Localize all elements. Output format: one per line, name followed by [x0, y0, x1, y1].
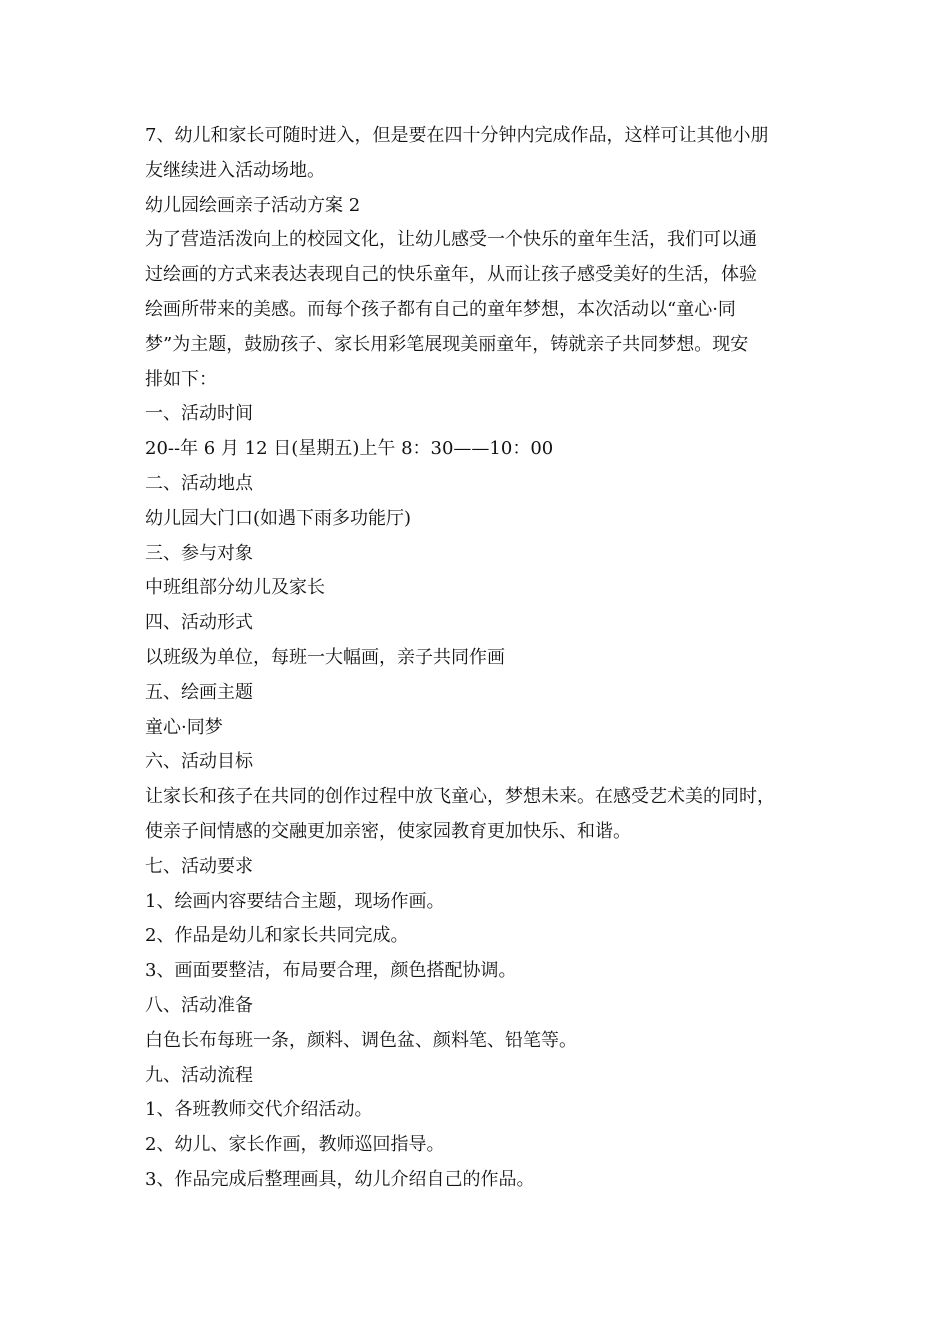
- body-line: 排如下：: [145, 368, 217, 390]
- body-line: 过绘画的方式来表达表现自己的快乐童年，从而让孩子感受美好的生活，体验: [145, 264, 757, 286]
- requirement-item: 1、绘画内容要结合主题，现场作画。: [145, 890, 445, 912]
- heading-activity-goal: 六、活动目标: [145, 751, 253, 773]
- heading-painting-theme: 五、绘画主题: [145, 681, 253, 703]
- activity-location-value: 幼儿园大门口(如遇下雨多功能厅): [145, 507, 412, 529]
- section-title: 幼儿园绘画亲子活动方案 2: [145, 194, 361, 216]
- requirement-item: 3、画面要整洁，布局要合理，颜色搭配协调。: [145, 960, 517, 982]
- activity-goal-line: 使亲子间情感的交融更加亲密，使家园教育更加快乐、和谐。: [145, 820, 631, 842]
- requirement-item: 2、作品是幼儿和家长共同完成。: [145, 925, 409, 947]
- activity-form-value: 以班级为单位，每班一大幅画，亲子共同作画: [145, 646, 505, 668]
- heading-participants: 三、参与对象: [145, 542, 253, 564]
- heading-activity-process: 九、活动流程: [145, 1064, 253, 1086]
- heading-activity-time: 一、活动时间: [145, 403, 253, 425]
- activity-time-value: 20--年 6 月 12 日(星期五)上午 8：30——10：00: [145, 438, 554, 460]
- heading-activity-requirements: 七、活动要求: [145, 855, 253, 877]
- process-item: 3、作品完成后整理画具，幼儿介绍自己的作品。: [145, 1168, 535, 1190]
- document-body: [145, 119, 825, 1198]
- body-line: 梦”为主题，鼓励孩子、家长用彩笔展现美丽童年，铸就亲子共同梦想。现安: [145, 333, 749, 355]
- body-line: 友继续进入活动场地。: [145, 159, 325, 181]
- body-line: 为了营造活泼向上的校园文化，让幼儿感受一个快乐的童年生活，我们可以通: [145, 229, 757, 251]
- heading-activity-form: 四、活动形式: [145, 612, 253, 634]
- heading-activity-location: 二、活动地点: [145, 472, 253, 494]
- preparation-value: 白色长布每班一条，颜料、调色盆、颜料笔、铅笔等。: [145, 1029, 577, 1051]
- body-line: 7、幼儿和家长可随时进入，但是要在四十分钟内完成作品，这样可让其他小朋: [145, 125, 769, 146]
- painting-theme-value: 童心·同梦: [145, 716, 223, 738]
- participants-value: 中班组部分幼儿及家长: [145, 577, 325, 599]
- heading-activity-preparation: 八、活动准备: [145, 994, 253, 1016]
- process-item: 2、幼儿、家长作画，教师巡回指导。: [145, 1134, 445, 1156]
- process-item: 1、各班教师交代介绍活动。: [145, 1099, 373, 1121]
- body-line: 绘画所带来的美感。而每个孩子都有自己的童年梦想，本次活动以“童心·同: [145, 298, 736, 320]
- activity-goal-line: 让家长和孩子在共同的创作过程中放飞童心，梦想未来。在感受艺术美的同时，: [145, 786, 775, 808]
